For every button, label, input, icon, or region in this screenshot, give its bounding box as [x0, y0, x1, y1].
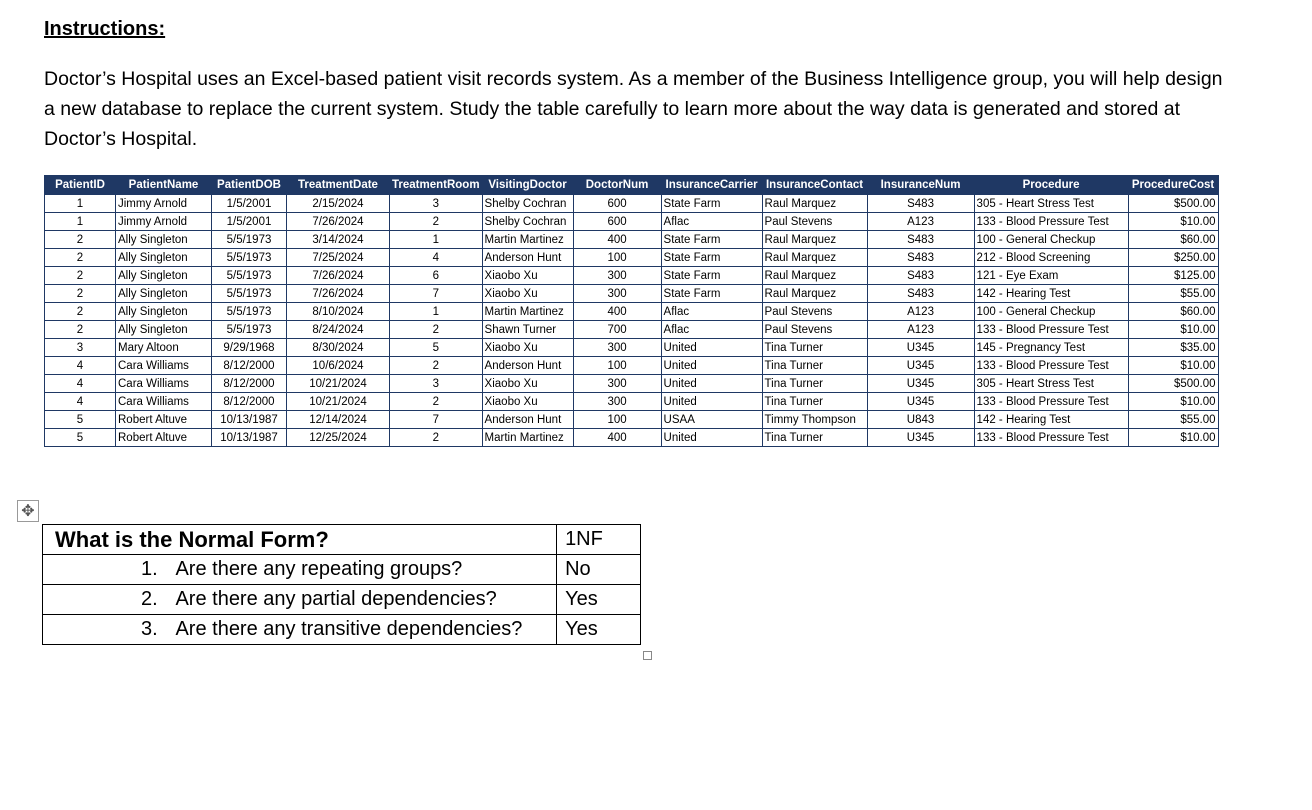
table-row [45, 303, 1219, 321]
question-answer: No [565, 558, 591, 580]
table-cell: Ally Singleton [116, 321, 212, 339]
answer-cell[interactable] [557, 585, 641, 615]
table-cell: 7 [390, 411, 483, 429]
table-cell: Tina Turner [762, 393, 867, 411]
table-cell: A123 [867, 321, 974, 339]
table-cell: 8/10/2024 [287, 303, 390, 321]
column-header: TreatmentRoom [390, 176, 483, 195]
table-cell: Robert Altuve [116, 429, 212, 447]
answer-cell[interactable] [557, 615, 641, 645]
table-cell: 100 [573, 357, 661, 375]
table-cell: 10/21/2024 [287, 375, 390, 393]
question-number: 1. [141, 558, 158, 580]
table-cell: Tina Turner [762, 375, 867, 393]
column-header: VisitingDoctor [482, 176, 573, 195]
table-row [45, 339, 1219, 357]
table-cell: 2 [390, 321, 483, 339]
table-cell: Xiaobo Xu [482, 393, 573, 411]
table-cell: 5 [45, 411, 116, 429]
table-cell: $10.00 [1128, 213, 1218, 231]
column-header: InsuranceCarrier [661, 176, 762, 195]
table-row [45, 429, 1219, 447]
table-cell: 1/5/2001 [212, 195, 287, 213]
table-cell: 133 - Blood Pressure Test [974, 357, 1128, 375]
table-cell: 142 - Hearing Test [974, 411, 1128, 429]
table-cell: 2 [45, 249, 116, 267]
table-cell: $35.00 [1128, 339, 1218, 357]
table-cell: 3/14/2024 [287, 231, 390, 249]
table-cell: United [661, 357, 762, 375]
table-cell: 8/12/2000 [212, 393, 287, 411]
table-cell: 300 [573, 339, 661, 357]
question-row [43, 615, 641, 645]
table-cell: 2 [45, 231, 116, 249]
table-cell: 100 - General Checkup [974, 231, 1128, 249]
table-cell: Aflac [661, 321, 762, 339]
table-row [45, 393, 1219, 411]
table-cell: $60.00 [1128, 231, 1218, 249]
table-cell: Ally Singleton [116, 303, 212, 321]
table-cell: Martin Martinez [482, 231, 573, 249]
table-cell: Paul Stevens [762, 321, 867, 339]
table-cell: 10/13/1987 [212, 411, 287, 429]
question-cell[interactable] [43, 555, 557, 585]
table-cell: 10/6/2024 [287, 357, 390, 375]
table-cell: 700 [573, 321, 661, 339]
table-cell: 2/15/2024 [287, 195, 390, 213]
table-cell: S483 [867, 195, 974, 213]
answer-cell[interactable] [557, 555, 641, 585]
table-cell: Martin Martinez [482, 429, 573, 447]
table-cell: 7 [390, 285, 483, 303]
table-cell: 1 [390, 231, 483, 249]
table-cell: 7/26/2024 [287, 285, 390, 303]
table-row [45, 321, 1219, 339]
table-cell: 8/30/2024 [287, 339, 390, 357]
table-cell: United [661, 375, 762, 393]
table-cell: 5/5/1973 [212, 267, 287, 285]
table-cell: Xiaobo Xu [482, 267, 573, 285]
table-cell: 100 [573, 411, 661, 429]
table-cell: 5/5/1973 [212, 321, 287, 339]
table-cell: 2 [45, 267, 116, 285]
table-cell: Xiaobo Xu [482, 339, 573, 357]
table-cell: 5/5/1973 [212, 231, 287, 249]
table-cell: Xiaobo Xu [482, 375, 573, 393]
table-cell: Jimmy Arnold [116, 195, 212, 213]
table-cell: 8/12/2000 [212, 357, 287, 375]
question-text: Are there any repeating groups? [175, 558, 463, 580]
table-cell: Paul Stevens [762, 303, 867, 321]
table-cell: 145 - Pregnancy Test [974, 339, 1128, 357]
table-cell: State Farm [661, 195, 762, 213]
table-cell: $500.00 [1128, 375, 1218, 393]
table-cell: Raul Marquez [762, 195, 867, 213]
column-header: PatientName [116, 176, 212, 195]
table-cell: 4 [45, 393, 116, 411]
table-cell: Anderson Hunt [482, 411, 573, 429]
table-cell: Shelby Cochran [482, 213, 573, 231]
table-cell: 7/26/2024 [287, 267, 390, 285]
move-icon[interactable]: ✥ [17, 500, 39, 522]
table-cell: United [661, 339, 762, 357]
table-cell: 100 [573, 249, 661, 267]
question-cell[interactable] [43, 585, 557, 615]
table-cell: Ally Singleton [116, 267, 212, 285]
table-cell: Aflac [661, 303, 762, 321]
table-cell: 300 [573, 285, 661, 303]
table-cell: 300 [573, 375, 661, 393]
table-cell: U345 [867, 393, 974, 411]
table-cell: 5/5/1973 [212, 285, 287, 303]
table-cell: 305 - Heart Stress Test [974, 195, 1128, 213]
table-cell: 8/12/2000 [212, 375, 287, 393]
table-cell: Aflac [661, 213, 762, 231]
table-cell: 2 [45, 303, 116, 321]
table-row [45, 267, 1219, 285]
table-cell: 212 - Blood Screening [974, 249, 1128, 267]
table-cell: 12/25/2024 [287, 429, 390, 447]
table-cell: State Farm [661, 267, 762, 285]
table-cell: 2 [45, 321, 116, 339]
table-cell: Anderson Hunt [482, 357, 573, 375]
column-header: InsuranceContact [762, 176, 867, 195]
table-cell: Raul Marquez [762, 267, 867, 285]
table-cell: 400 [573, 231, 661, 249]
table-cell: $10.00 [1128, 393, 1218, 411]
question-number: 3. [141, 618, 158, 640]
question-text: Are there any transitive dependencies? [175, 618, 523, 640]
table-cell: Anderson Hunt [482, 249, 573, 267]
table-cell: State Farm [661, 285, 762, 303]
table-cell: $55.00 [1128, 285, 1218, 303]
normal-form-question-cell[interactable] [43, 525, 557, 555]
table-cell: Jimmy Arnold [116, 213, 212, 231]
table-cell: 2 [390, 213, 483, 231]
question-answer: Yes [565, 588, 598, 610]
table-cell: Tina Turner [762, 429, 867, 447]
table-cell: U345 [867, 339, 974, 357]
table-cell: 600 [573, 195, 661, 213]
table-cell: 1 [390, 303, 483, 321]
table-cell: 10/13/1987 [212, 429, 287, 447]
table-cell: 2 [390, 429, 483, 447]
question-text: Are there any partial dependencies? [175, 588, 497, 610]
table-cell: 7/26/2024 [287, 213, 390, 231]
table-cell: Robert Altuve [116, 411, 212, 429]
table-cell: 133 - Blood Pressure Test [974, 393, 1128, 411]
table-cell: 133 - Blood Pressure Test [974, 429, 1128, 447]
table-cell: $10.00 [1128, 357, 1218, 375]
question-row [43, 585, 641, 615]
table-cell: Shelby Cochran [482, 195, 573, 213]
table-cell: 1/5/2001 [212, 213, 287, 231]
table-cell: 3 [390, 375, 483, 393]
table-cell: Tina Turner [762, 339, 867, 357]
table-cell: 5 [45, 429, 116, 447]
table-cell: State Farm [661, 231, 762, 249]
table-cell: $55.00 [1128, 411, 1218, 429]
table-cell: Cara Williams [116, 393, 212, 411]
table-cell: 4 [390, 249, 483, 267]
table-header-row [45, 176, 1219, 195]
table-cell: U345 [867, 375, 974, 393]
table-cell: 5/5/1973 [212, 303, 287, 321]
table-row [45, 357, 1219, 375]
table-cell: $10.00 [1128, 429, 1218, 447]
table-cell: Ally Singleton [116, 231, 212, 249]
table-cell: 1 [45, 195, 116, 213]
column-header: PatientDOB [212, 176, 287, 195]
table-cell: $500.00 [1128, 195, 1218, 213]
table-cell: A123 [867, 213, 974, 231]
column-header: TreatmentDate [287, 176, 390, 195]
column-header: Procedure [974, 176, 1128, 195]
table-row [45, 213, 1219, 231]
normal-form-table [42, 524, 641, 645]
table-cell: 7/25/2024 [287, 249, 390, 267]
table-cell: $250.00 [1128, 249, 1218, 267]
table-cell: Paul Stevens [762, 213, 867, 231]
question-row [43, 555, 641, 585]
table-cell: Timmy Thompson [762, 411, 867, 429]
table-cell: U345 [867, 357, 974, 375]
table-cell: 4 [45, 375, 116, 393]
table-cell: 100 - General Checkup [974, 303, 1128, 321]
table-cell: 121 - Eye Exam [974, 267, 1128, 285]
table-cell: 12/14/2024 [287, 411, 390, 429]
table-row [45, 375, 1219, 393]
table-cell: 133 - Blood Pressure Test [974, 321, 1128, 339]
table-cell: Ally Singleton [116, 285, 212, 303]
table-cell: $125.00 [1128, 267, 1218, 285]
table-cell: U843 [867, 411, 974, 429]
table-cell: 400 [573, 429, 661, 447]
normal-form-answer: 1NF [565, 528, 603, 550]
table-cell: Ally Singleton [116, 249, 212, 267]
column-header: InsuranceNum [867, 176, 974, 195]
table-cell: S483 [867, 267, 974, 285]
table-cell: 5 [390, 339, 483, 357]
table-cell: 600 [573, 213, 661, 231]
table-cell: Xiaobo Xu [482, 285, 573, 303]
table-row [45, 285, 1219, 303]
table-cell: Cara Williams [116, 357, 212, 375]
table-cell: 6 [390, 267, 483, 285]
patient-records-table [44, 175, 1219, 447]
resize-icon[interactable] [643, 651, 652, 660]
table-cell: 305 - Heart Stress Test [974, 375, 1128, 393]
table-cell: S483 [867, 285, 974, 303]
table-cell: Cara Williams [116, 375, 212, 393]
table-cell: State Farm [661, 249, 762, 267]
table-cell: $10.00 [1128, 321, 1218, 339]
table-cell: 4 [45, 357, 116, 375]
table-cell: United [661, 393, 762, 411]
table-cell: 133 - Blood Pressure Test [974, 213, 1128, 231]
table-cell: 2 [390, 393, 483, 411]
table-cell: S483 [867, 231, 974, 249]
table-cell: Mary Altoon [116, 339, 212, 357]
column-header: ProcedureCost [1128, 176, 1218, 195]
table-cell: 3 [390, 195, 483, 213]
table-cell: A123 [867, 303, 974, 321]
table-cell: 2 [45, 285, 116, 303]
table-cell: $60.00 [1128, 303, 1218, 321]
table-row [45, 231, 1219, 249]
table-cell: 10/21/2024 [287, 393, 390, 411]
table-cell: 400 [573, 303, 661, 321]
question-answer: Yes [565, 618, 598, 640]
question-cell[interactable] [43, 615, 557, 645]
table-cell: United [661, 429, 762, 447]
table-row [45, 195, 1219, 213]
table-cell: USAA [661, 411, 762, 429]
table-cell: U345 [867, 429, 974, 447]
table-cell: 3 [45, 339, 116, 357]
table-cell: 5/5/1973 [212, 249, 287, 267]
question-number: 2. [141, 588, 158, 610]
table-cell: 2 [390, 357, 483, 375]
table-cell: S483 [867, 249, 974, 267]
table-cell: 300 [573, 267, 661, 285]
table-cell: 8/24/2024 [287, 321, 390, 339]
table-row [45, 411, 1219, 429]
table-row [45, 249, 1219, 267]
table-cell: 300 [573, 393, 661, 411]
column-header: PatientID [45, 176, 116, 195]
table-cell: Raul Marquez [762, 249, 867, 267]
intro-paragraph: Doctor’s Hospital uses an Excel-based patient visit records system. As a member of the Business Intelligence group, you will help design a new database to replace the current system. Study the table carefully to learn more about the way data is generated and stored at Doctor’s Hospital. [44, 68, 1223, 150]
normal-form-title-row [43, 525, 641, 555]
normal-form-answer-cell[interactable] [557, 525, 641, 555]
column-header: DoctorNum [573, 176, 661, 195]
table-cell: 142 - Hearing Test [974, 285, 1128, 303]
normal-form-title: What is the Normal Form? [55, 526, 329, 552]
table-cell: Shawn Turner [482, 321, 573, 339]
table-cell: 1 [45, 213, 116, 231]
table-cell: Raul Marquez [762, 231, 867, 249]
instructions-heading: Instructions: [44, 18, 166, 40]
table-cell: Tina Turner [762, 357, 867, 375]
table-cell: Raul Marquez [762, 285, 867, 303]
table-cell: Martin Martinez [482, 303, 573, 321]
table-cell: 9/29/1968 [212, 339, 287, 357]
